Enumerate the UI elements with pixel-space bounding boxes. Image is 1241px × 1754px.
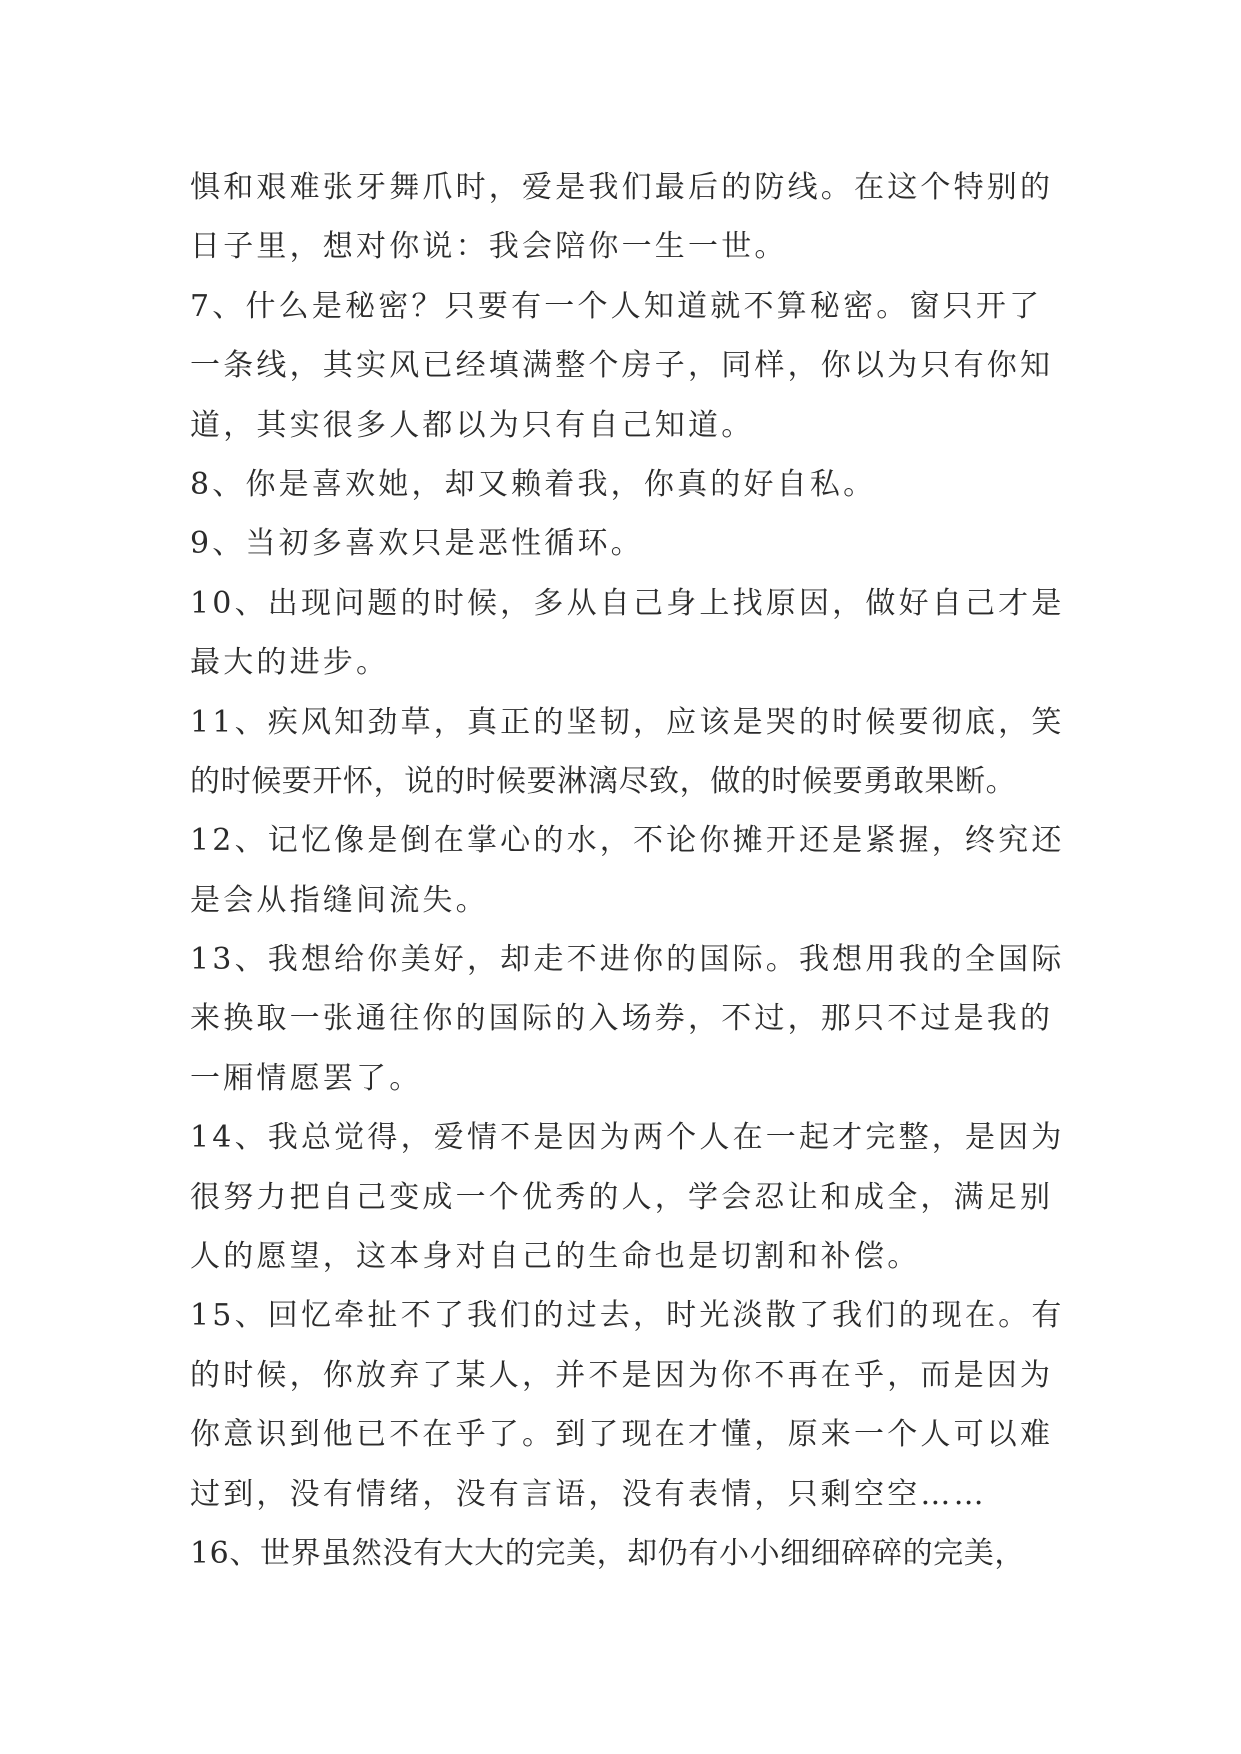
text-line: 15、回忆牵扯不了我们的过去，时光淡散了我们的现在。有 — [190, 1298, 1065, 1334]
text-line: 道，其实很多人都以为只有自己知道。 — [190, 407, 755, 443]
text-line: 日子里，想对你说：我会陪你一生一世。 — [190, 229, 788, 265]
text-line: 的时候要开怀，说的时候要淋漓尽致，做的时候要勇敢果断。 — [190, 763, 1017, 799]
text-line: 14、我总觉得，爱情不是因为两个人在一起才完整，是因为 — [190, 1120, 1065, 1156]
text-line: 最大的进步。 — [190, 645, 390, 681]
text-line: 的时候，你放弃了某人，并不是因为你不再在乎，而是因为 — [190, 1357, 1054, 1393]
text-line: 过到，没有情绪，没有言语，没有表情，只剩空空…… — [190, 1476, 987, 1512]
text-line: 人的愿望，这本身对自己的生命也是切割和补偿。 — [190, 1239, 921, 1275]
text-line: 来换取一张通往你的国际的入场券，不过，那只不过是我的 — [190, 1001, 1054, 1037]
text-line: 一条线，其实风已经填满整个房子，同样，你以为只有你知 — [190, 348, 1054, 384]
text-line: 惧和艰难张牙舞爪时，爱是我们最后的防线。在这个特别的 — [190, 170, 1054, 205]
text-line: 很努力把自己变成一个优秀的人，学会忍让和成全，满足别 — [190, 1179, 1054, 1215]
body-text — [190, 158, 1065, 1583]
text-line: 7、什么是秘密？只要有一个人知道就不算秘密。窗只开了 — [190, 288, 1043, 324]
text-line: 11、疾风知劲草，真正的坚韧，应该是哭的时候要彻底，笑 — [190, 704, 1065, 740]
text-line: 你意识到他已不在乎了。到了现在才懂，原来一个人可以难 — [190, 1417, 1054, 1453]
text-line: 13、我想给你美好，却走不进你的国际。我想用我的全国际 — [190, 942, 1065, 978]
text-line: 9、当初多喜欢只是恶性循环。 — [190, 526, 644, 562]
text-line: 一厢情愿罢了。 — [190, 1060, 423, 1096]
text-line: 16、世界虽然没有大大的完美，却仍有小小细细碎碎的完美， — [190, 1535, 1025, 1571]
text-line: 12、记忆像是倒在掌心的水，不论你摊开还是紧握，终究还 — [190, 823, 1065, 859]
text-line: 是会从指缝间流失。 — [190, 882, 489, 918]
text-line: 8、你是喜欢她，却又赖着我，你真的好自私。 — [190, 466, 877, 502]
text-line: 10、出现问题的时候，多从自己身上找原因，做好自己才是 — [190, 585, 1065, 621]
